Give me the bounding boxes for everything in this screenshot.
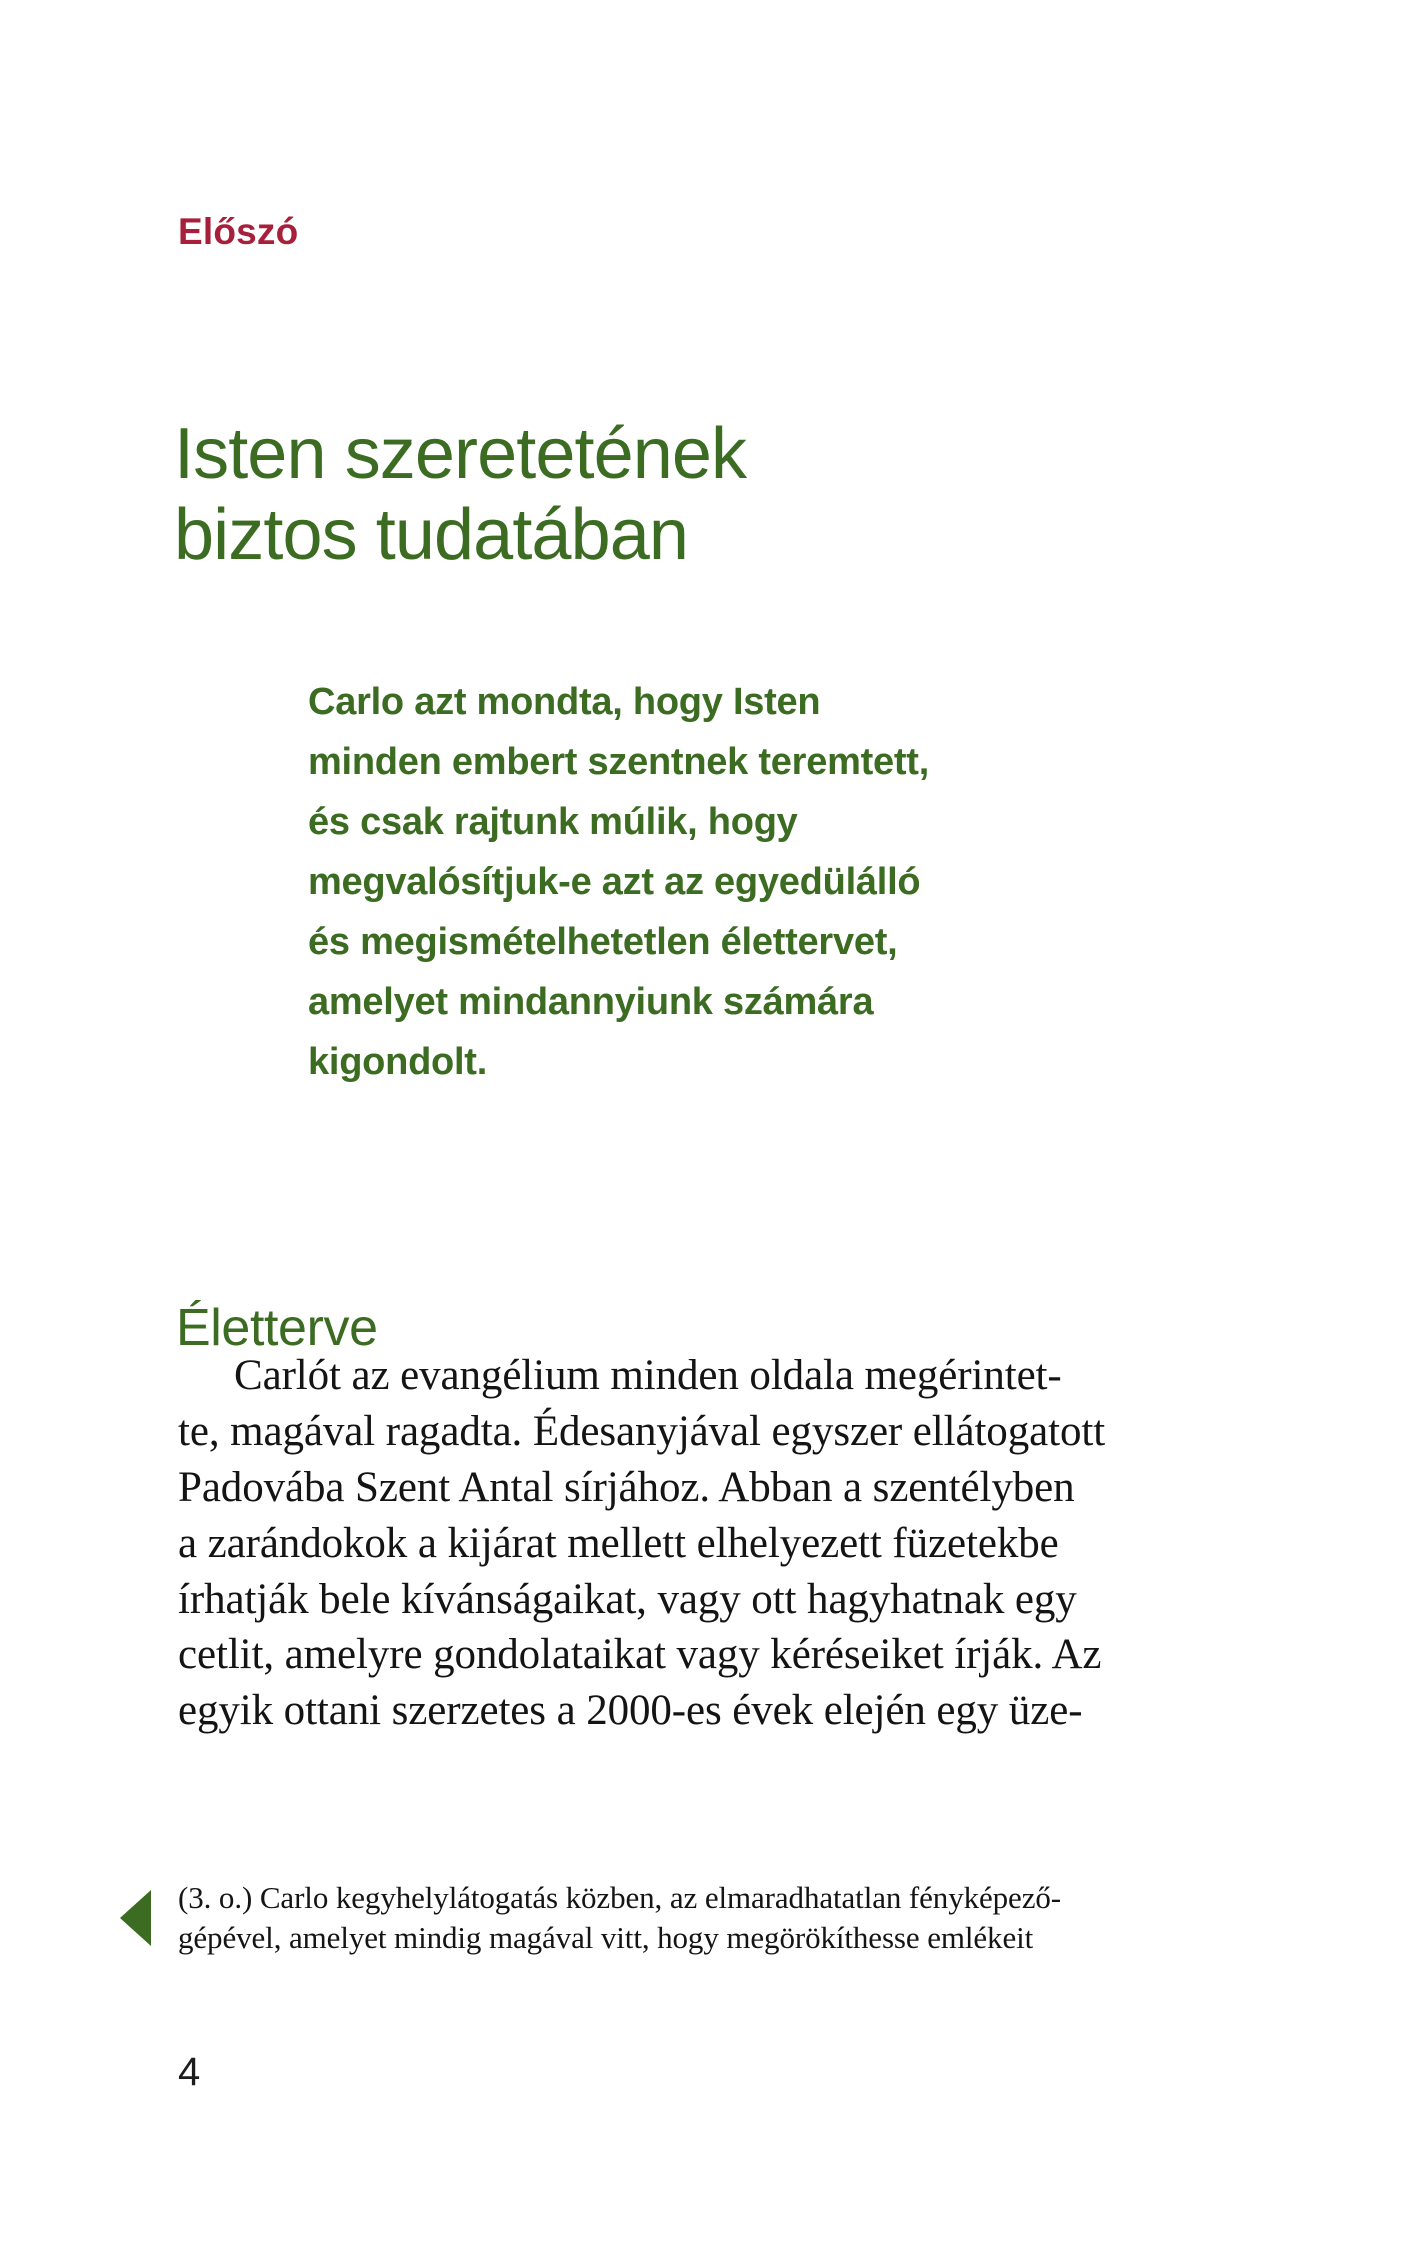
body-line-2: te, magával ragadta. Édesanyjával egyszer ellátogatott <box>178 1407 1106 1455</box>
figure-caption <box>120 1878 1260 1959</box>
body-paragraph <box>178 1348 1253 1739</box>
body-line-3: Padovába Szent Antal sírjához. Abban a szentélyben <box>178 1463 1075 1511</box>
left-triangle-icon <box>120 1890 151 1946</box>
body-line-4: a zarándokok a kijárat mellett elhelyezett füzetekbe <box>178 1519 1059 1567</box>
page-title <box>174 414 1124 575</box>
pull-quote <box>308 672 1188 1092</box>
pull-quote-line-1: Carlo azt mondta, hogy Isten <box>308 681 821 723</box>
running-head: Előszó <box>178 211 299 252</box>
body-line-7: egyik ottani szerzetes a 2000-es évek elején egy üze- <box>178 1687 1083 1735</box>
body-line-6: cetlit, amelyre gondolataikat vagy kéréseiket írják. Az <box>178 1631 1102 1679</box>
caption-line-2: gépével, amelyet mindig magával vitt, hogy megörökíthesse emlékeit <box>178 1920 1034 1956</box>
pull-quote-line-7: kigondolt. <box>308 1041 488 1084</box>
chapter-title-line-2: biztos tudatában <box>174 494 688 575</box>
chapter-title-line-1: Isten szeretetének <box>174 414 747 495</box>
caption-text <box>178 1878 1260 1959</box>
pull-quote-line-4: megvalósítjuk-e azt az egyedülálló <box>308 861 921 904</box>
pull-quote-line-5: és megismételhetetlen élettervet, <box>308 921 898 964</box>
section-heading: Életterve <box>176 1299 378 1358</box>
pull-quote-line-2: minden embert szentnek teremtett, <box>308 741 930 784</box>
pull-quote-line-3: és csak rajtunk múlik, hogy <box>308 801 798 844</box>
body-line-1: Carlót az evangélium minden oldala megérintet- <box>234 1352 1062 1399</box>
page-number: 4 <box>178 2050 201 2094</box>
caption-line-1: (3. o.) Carlo kegyhelylátogatás közben, az elmaradhatatlan fényképező- <box>178 1880 1061 1915</box>
pull-quote-line-6: amelyet mindannyiunk számára <box>308 981 874 1024</box>
body-line-5: írhatják bele kívánságaikat, vagy ott hagyhatnak egy <box>178 1575 1077 1623</box>
